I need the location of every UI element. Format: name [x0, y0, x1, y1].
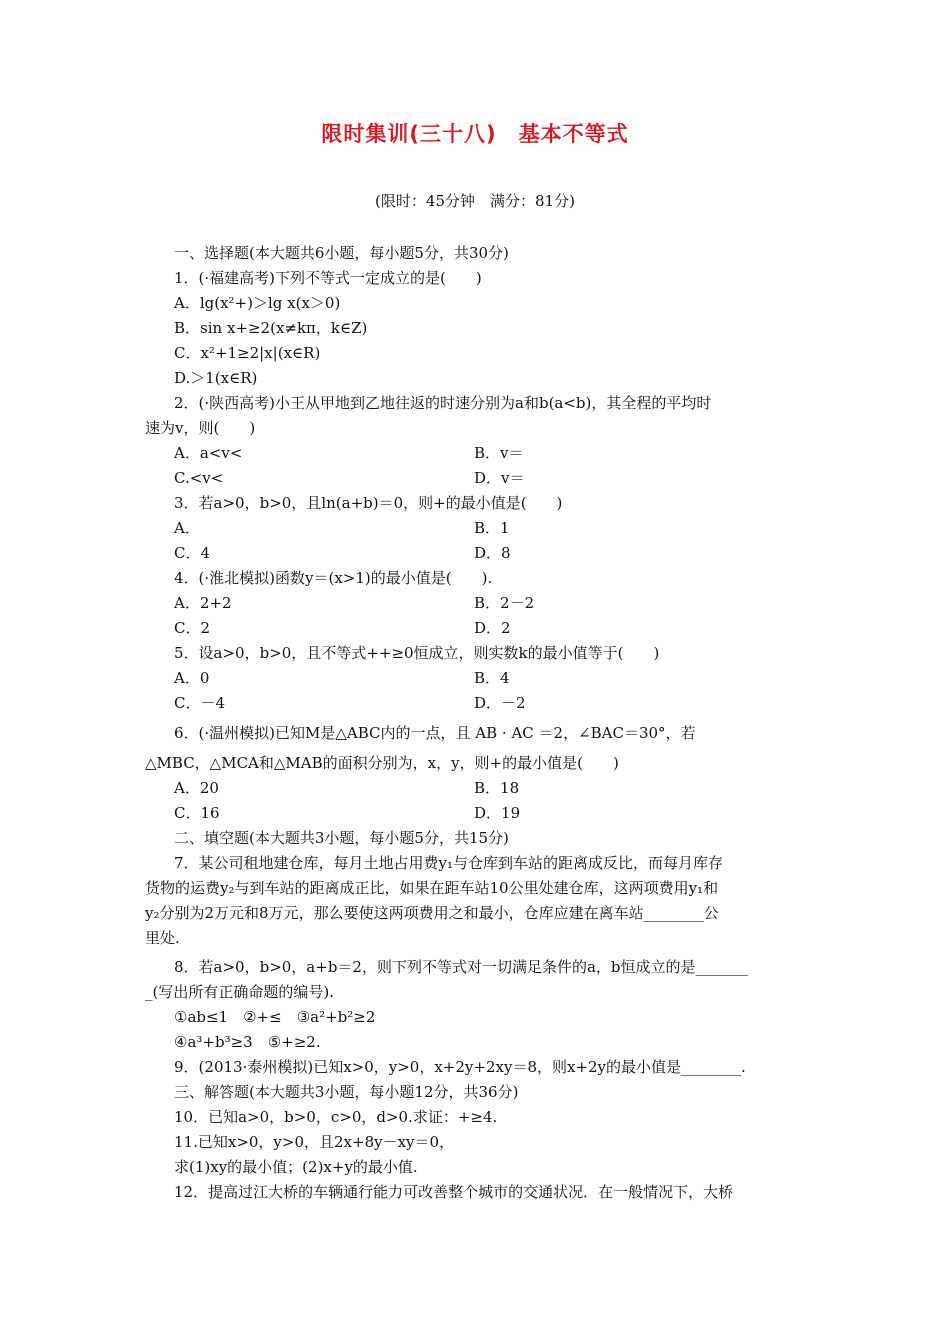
text-line: _(写出所有正确命题的编号). [145, 983, 334, 1001]
text-line: 11.已知x>0，y>0，且2x+8y－xy＝0， [174, 1133, 455, 1151]
text-line: 3．若a>0，b>0，且ln(a+b)＝0，则+的最小值是( ) [174, 494, 563, 512]
text-line: 7．某公司租地建仓库，每月土地占用费y₁与仓库到车站的距离成反比，而每月库存 [174, 854, 724, 872]
text-line: y₂分别为2万元和8万元，那么要使这两项费用之和最小，仓库应建在离车站________公 [145, 904, 719, 922]
text-line: 8．若a>0，b>0，a+b＝2，则下列不等式对一切满足条件的a，b恒成立的是_______ [174, 958, 749, 976]
text-line: 货物的运费y₂与到车站的距离成正比，如果在距车站10公里处建仓库，这两项费用y₁和 [145, 879, 719, 897]
text-line: 二、填空题(本大题共3小题，每小题5分，共15分) [174, 829, 509, 847]
text-line: 三、解答题(本大题共3小题，每小题12分，共36分) [174, 1083, 519, 1101]
answer-option: D．2 [474, 619, 511, 637]
text-line: C．x²+1≥2|x|(x∈R) [174, 344, 321, 362]
text-line: 12．提高过江大桥的车辆通行能力可改善整个城市的交通状况．在一般情况下，大桥 [174, 1183, 734, 1201]
text-line: 4．(·淮北模拟)函数y＝(x>1)的最小值是( ). [174, 569, 493, 587]
text-line: 10．已知a>0，b>0，c>0，d>0.求证：+≥4. [174, 1108, 498, 1126]
answer-option: C．16 [174, 804, 220, 822]
text-line: 2．(·陕西高考)小王从甲地到乙地往返的时速分别为a和b(a<b)，其全程的平均时 [174, 394, 712, 412]
answer-option: D．－2 [474, 694, 526, 712]
text-line: △MBC，△MCA和△MAB的面积分别为，x，y，则+的最小值是( ) [145, 754, 619, 772]
answer-option: B．18 [474, 779, 520, 797]
answer-option: C.<v< [174, 469, 224, 487]
page-title: 限时集训(三十八) 基本不等式 [321, 122, 629, 146]
answer-option: A．0 [174, 669, 210, 687]
answer-option: B．2－2 [474, 594, 535, 612]
answer-option: D．v＝ [474, 469, 525, 487]
text-line: D.＞1(x∈R) [174, 369, 258, 387]
answer-option: A．20 [174, 779, 219, 797]
answer-option: C．2 [174, 619, 211, 637]
text-line: 9．(2013·泰州模拟)已知x>0，y>0，x+2y+2xy＝8，则x+2y的最小值是________. [174, 1058, 746, 1076]
answer-option: A．a<v< [174, 444, 243, 462]
answer-option: D．8 [474, 544, 511, 562]
answer-option: B．1 [474, 519, 510, 537]
answer-option: A．2+2 [174, 594, 232, 612]
text-line: 6．(·温州模拟)已知M是△ABC内的一点，且 AB · AC ＝2，∠BAC＝30°，若 [174, 724, 696, 742]
answer-option: B．4 [474, 669, 510, 687]
text-line: 求(1)xy的最小值；(2)x+y的最小值. [174, 1158, 418, 1176]
text-line: 一、选择题(本大题共6小题，每小题5分，共30分) [174, 244, 509, 262]
answer-option: B．v＝ [474, 444, 524, 462]
answer-option: D．19 [474, 804, 521, 822]
text-line: ④a³+b³≥3 ⑤+≥2. [174, 1033, 321, 1051]
page-subtitle: (限时：45分钟 满分：81分) [375, 192, 575, 210]
text-line: 速为v，则( ) [145, 419, 256, 437]
answer-option: C．－4 [174, 694, 226, 712]
text-line: B．sin x+≥2(x≠kπ，k∈Z) [174, 319, 368, 337]
text-line: 里处. [145, 929, 180, 947]
text-line: 1．(·福建高考)下列不等式一定成立的是( ) [174, 269, 482, 287]
text-line: A．lg(x²+)＞lg x(x＞0) [174, 294, 341, 312]
text-line: ①ab≤1 ②+≤ ③a²+b²≥2 [174, 1008, 376, 1026]
answer-option: A． [174, 519, 200, 537]
text-line: 5．设a>0，b>0，且不等式++≥0恒成立，则实数k的最小值等于( ) [174, 644, 660, 662]
answer-option: C．4 [174, 544, 211, 562]
